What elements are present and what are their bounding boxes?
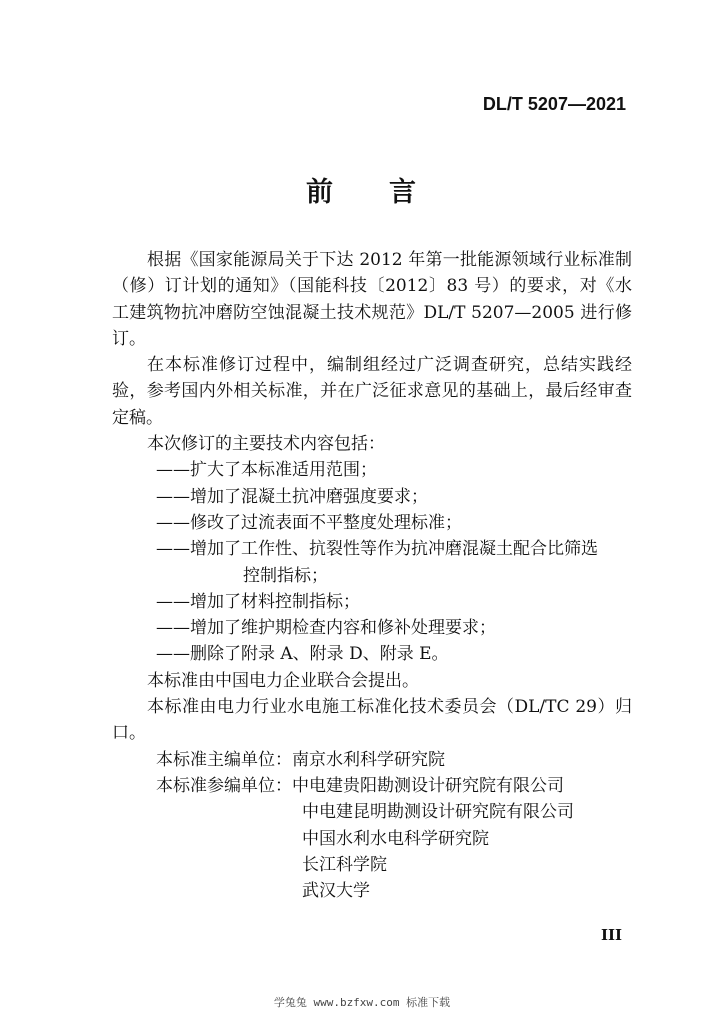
participating-unit: 中电建贵阳勘测设计研究院有限公司 <box>292 775 564 796</box>
revision-item-line: ——增加了工作性、抗裂性等作为抗冲磨混凝土配合比筛选 <box>156 539 598 560</box>
page-number: III <box>600 926 622 944</box>
revision-item: ——删除了附录 A、附录 D、附录 E。 <box>156 644 449 665</box>
participating-unit: 中国水利水电科学研究院 <box>302 828 489 849</box>
preface-paragraph-process: 在本标准修订过程中，编制组经过广泛调查研究，总结实践经验，参考国内外相关标准，并在广泛征求意见的基础上，最后经审查定稿。 <box>112 355 632 428</box>
revision-item: ——修改了过流表面不平整度处理标准； <box>156 512 462 533</box>
participating-unit: 长江科学院 <box>302 854 387 875</box>
chief-unit-value: 南京水利科学研究院 <box>292 749 445 770</box>
preface-paragraph-basis: 根据《国家能源局关于下达 2012 年第一批能源领域行业标准制（修）订计划的通知》（国能科技〔2012〕83 号）的要求，对《水工建筑物抗冲磨防空蚀混凝土技术规范》DL/T 5207—2005 进行修订。 <box>112 250 632 349</box>
revision-item: ——增加了材料控制指标； <box>156 591 360 612</box>
participating-unit: 武汉大学 <box>302 881 370 902</box>
chief-unit-label: 本标准主编单位： <box>156 749 292 770</box>
participating-unit: 中电建昆明勘测设计研究院有限公司 <box>302 802 574 823</box>
preface-paragraph-intro: 本次修订的主要技术内容包括： <box>147 434 385 455</box>
revision-item: ——扩大了本标准适用范围； <box>156 460 377 481</box>
revision-list <box>112 457 632 667</box>
participating-unit-label: 本标准参编单位： <box>156 775 292 796</box>
revision-item: ——增加了混凝土抗冲磨强度要求； <box>156 486 428 507</box>
participating-unit-row <box>112 773 632 799</box>
page-title <box>0 170 724 209</box>
title-char-2: 言 <box>389 177 418 208</box>
download-watermark: 学兔兔 www.bzfxw.com 标准下载 <box>273 996 451 1009</box>
proposer-statement: 本标准由中国电力企业联合会提出。 <box>147 670 419 691</box>
revision-item-continuation: 控制指标； <box>243 565 328 586</box>
revision-item: ——增加了维护期检查内容和修补处理要求； <box>156 618 496 639</box>
title-char-1: 前 <box>306 177 335 208</box>
chief-unit-row <box>112 747 632 773</box>
revision-item <box>112 536 632 589</box>
management-statement: 本标准由电力行业水电施工标准化技术委员会（DL/TC 29）归口。 <box>112 697 632 744</box>
standard-code: DL/T 5207—2021 <box>482 94 626 114</box>
preface-body <box>112 247 632 904</box>
